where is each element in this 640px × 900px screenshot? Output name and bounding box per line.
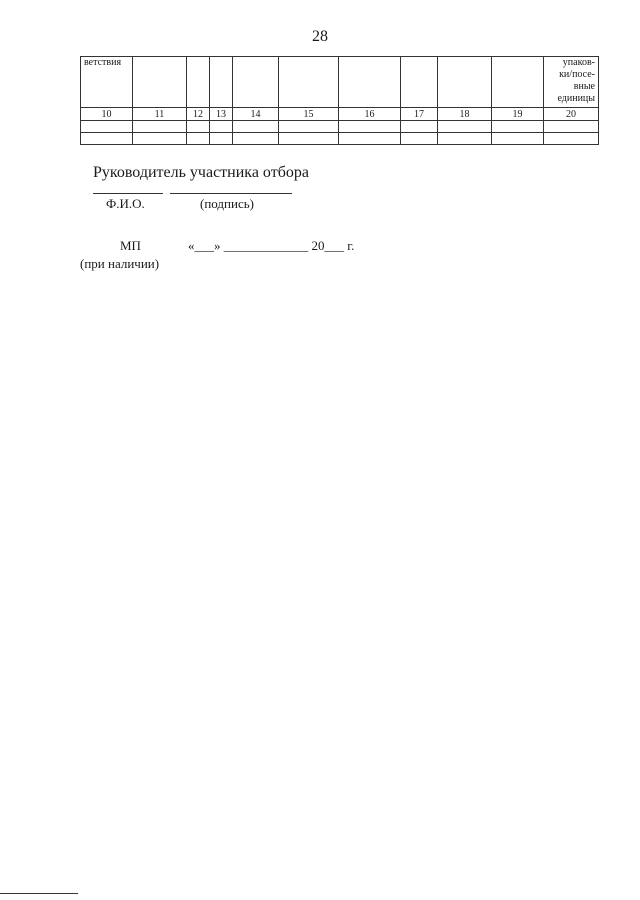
table-header-cell xyxy=(187,57,210,108)
column-number: 13 xyxy=(210,108,233,121)
table-header-cell xyxy=(210,57,233,108)
column-number: 17 xyxy=(401,108,438,121)
column-number: 19 xyxy=(492,108,544,121)
table-cell xyxy=(401,133,438,145)
table-cell xyxy=(133,121,187,133)
table-row xyxy=(81,121,599,133)
table-cell xyxy=(187,133,210,145)
signature-caption: (подпись) xyxy=(200,196,254,211)
table-cell xyxy=(339,133,401,145)
column-number: 14 xyxy=(233,108,279,121)
signature-heading: Руководитель участника отбора xyxy=(93,164,309,181)
table-cell xyxy=(279,133,339,145)
table-header-cell xyxy=(438,57,492,108)
table-row xyxy=(81,133,599,145)
header-text-line: ки/посе- xyxy=(559,69,595,80)
table-cell xyxy=(81,121,133,133)
header-text-line: упаков- xyxy=(562,57,595,68)
column-number: 15 xyxy=(279,108,339,121)
column-number: 10 xyxy=(81,108,133,121)
fio-caption: Ф.И.О. xyxy=(106,196,145,211)
table-cell xyxy=(210,133,233,145)
stamp-note: (при наличии) xyxy=(80,256,160,271)
footnote-rule xyxy=(0,893,78,894)
column-number: 20 xyxy=(544,108,599,121)
column-number: 16 xyxy=(339,108,401,121)
table-cell xyxy=(81,133,133,145)
header-text-line: вные xyxy=(573,81,595,92)
column-number: 12 xyxy=(187,108,210,121)
table-cell xyxy=(233,133,279,145)
data-table xyxy=(80,56,599,145)
table-header-cell xyxy=(401,57,438,108)
table-cell xyxy=(339,121,401,133)
fio-line xyxy=(93,193,163,194)
table-header-cell xyxy=(339,57,401,108)
table-cell xyxy=(187,121,210,133)
date-line: «___» _____________ 20___ г. xyxy=(188,238,355,253)
table-cell xyxy=(438,121,492,133)
table-header-cell xyxy=(279,57,339,108)
table-cell xyxy=(233,121,279,133)
table-column-numbers-row xyxy=(81,108,599,121)
column-number: 11 xyxy=(133,108,187,121)
table-header-cell xyxy=(133,57,187,108)
stamp-label: МП xyxy=(120,238,141,253)
table-cell xyxy=(492,121,544,133)
signature-line xyxy=(170,193,292,194)
table-header-cell xyxy=(492,57,544,108)
table-cell xyxy=(279,121,339,133)
column-number: 18 xyxy=(438,108,492,121)
page-number: 28 xyxy=(312,28,328,45)
table-cell xyxy=(133,133,187,145)
table-header-cell: ветствия xyxy=(81,57,133,108)
table-cell xyxy=(210,121,233,133)
header-text-line: единицы xyxy=(557,93,595,104)
table-cell xyxy=(492,133,544,145)
table-header-row xyxy=(81,57,599,108)
table-cell xyxy=(544,121,599,133)
table-cell xyxy=(438,133,492,145)
table-header-cell xyxy=(544,57,599,108)
table-cell xyxy=(401,121,438,133)
table-cell xyxy=(544,133,599,145)
table-header-cell xyxy=(233,57,279,108)
